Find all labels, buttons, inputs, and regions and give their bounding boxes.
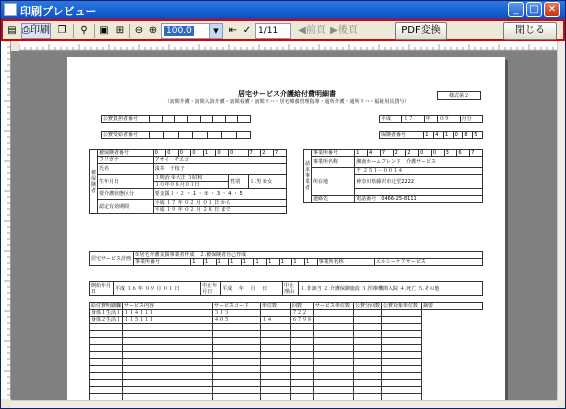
provider-digit: 0 (419, 150, 432, 157)
maximize-button[interactable]: □ (526, 2, 542, 17)
stop-reason: １.非該当 ２.介護保険施設 ３.医療機関入院 ４.死亡 ５.その他 (299, 282, 483, 296)
pdf-convert-button[interactable]: PDF変換 (395, 22, 447, 40)
zoom-in-icon[interactable]: ⊕ (148, 25, 158, 36)
separator (73, 24, 74, 38)
detail-rows (90, 310, 483, 401)
care-plan-table (89, 251, 483, 266)
prev-page-button[interactable] (297, 23, 327, 39)
zoom-out-icon[interactable]: ⊖ (134, 25, 144, 36)
phone-value: 電話番号 0466-25-8111 (355, 196, 483, 203)
horizontal-scrollbar[interactable] (11, 400, 557, 408)
row-total: ７２２ (291, 310, 314, 317)
stop-label: 中止年月日 (201, 282, 221, 296)
plan-provider-digit: 1 (279, 259, 292, 266)
form-number: 様式第２ (437, 91, 481, 100)
start-stop-table (89, 281, 483, 296)
detail-header: 摘要 (422, 303, 483, 310)
next-page-button[interactable] (329, 23, 359, 39)
provider-name-label: 事業所名称 (312, 157, 355, 168)
cert-to: 平成 １９ 年 ０２ 月 ２８ 日 まで (153, 207, 286, 214)
detail-header: 公費対象単位数 (382, 303, 422, 310)
service-detail-table (89, 302, 483, 400)
plan-provider-name-label: 事業所名称 (317, 259, 374, 266)
care-level-label: 要介護状態区分 (98, 189, 154, 200)
name-label: 氏名 (98, 164, 154, 175)
plan-provider-name: エルシーケアサービス (374, 259, 482, 266)
separator (129, 24, 130, 38)
sex-value: １.男 ②女 (248, 175, 287, 189)
insured-digit: 0 (178, 150, 191, 157)
insured-digit: 2 (261, 150, 274, 157)
provider-digit: 7 (470, 150, 483, 157)
minimize-button[interactable]: _ (508, 2, 524, 17)
toolbar (1, 19, 565, 41)
cert-period-label: 認定有効期間 (98, 200, 154, 214)
insurer-digit: 1 (443, 132, 453, 139)
table-row (90, 359, 483, 366)
insured-digit: 7 (248, 150, 261, 157)
print-label: 印刷 (30, 25, 50, 36)
detail-header: 単位数 (261, 303, 291, 310)
insurer-label: 保険者番号 (380, 132, 424, 139)
prev-label: 前頁 (305, 25, 326, 36)
insured-digit: 1 (203, 150, 216, 157)
provider-digit: 7 (380, 150, 393, 157)
contact-label: 連絡先 (312, 196, 355, 203)
close-window-button[interactable]: ✕ (544, 2, 560, 17)
row-code: １１５１１１ (123, 317, 213, 324)
preview-viewport[interactable] (11, 51, 557, 400)
detail-header: サービス内容 (123, 303, 213, 310)
insurer-digit: 8 (463, 132, 473, 139)
insured-digit: 0 (229, 150, 248, 157)
insured-digit: 0 (216, 150, 229, 157)
insured-digit: 0 (191, 150, 204, 157)
plan-provider-digit: 1 (305, 259, 318, 266)
table-row (90, 373, 483, 380)
document-subtitle: （訪問介護・訪問入浴介護・訪問看護・訪問リハ・居宅療養管理指導・通所介護・通所リハ・福祉用具貸与） (164, 99, 410, 105)
address-value: 神奈川県藤沢市辻堂2222 (355, 175, 483, 189)
insurer-digit: 4 (434, 132, 444, 139)
document-title: 居宅サービス介護給付費明細書 (238, 90, 336, 98)
birth-era: １明治 ②大正 ３昭和 (153, 175, 228, 182)
insured-digit: 0 (153, 150, 166, 157)
provider-digit: 4 (368, 150, 381, 157)
plan-provider-digit: 1 (191, 259, 204, 266)
provider-digit: 2 (406, 150, 419, 157)
year-value: １７ (402, 116, 424, 123)
detail-header: サービス単位数 (314, 303, 354, 310)
birth-date: １０年０８月０１日 (153, 182, 228, 189)
provider-name-value: 湘南ホームフレンド 介護サービス (355, 157, 483, 168)
next-label: 後頁 (337, 25, 358, 36)
insured-digit: 7 (273, 150, 286, 157)
stop-date: 平成 年 月 日 (221, 282, 283, 296)
provider-digit: 1 (355, 150, 368, 157)
copy-icon[interactable]: ❐ (57, 25, 67, 36)
insurer-digit: 0 (453, 132, 463, 139)
insurer-table (379, 131, 483, 139)
row-code: １１４１１１ (123, 310, 213, 317)
find-icon[interactable]: ⚲ (80, 25, 88, 36)
provider-no-label: 事業所番号 (312, 150, 355, 157)
care-level-value: 要支援１・２ ・ 1 ・ ② ・ 3 ・ 4 ・ 5 (153, 189, 286, 200)
zip-value: 〒 ２５１－００１４ (355, 168, 483, 175)
year-unit: 年 (424, 116, 438, 123)
insured-section-label: 被保険者 (90, 150, 98, 214)
provider-digit: 6 (457, 150, 470, 157)
row-units: ３１３ (213, 310, 261, 317)
plan-provider-digit: 1 (241, 259, 254, 266)
provider-digit: 3 (444, 150, 457, 157)
insured-table (89, 149, 287, 214)
table-row (90, 317, 483, 324)
public-payer-label: 公費負担者番号 (102, 116, 150, 123)
left-arrow-icon: ◀ (298, 25, 306, 36)
row-count (261, 310, 291, 317)
document-page (67, 57, 505, 400)
plan-provider-digit: 1 (203, 259, 216, 266)
close-button[interactable]: 閉じる (503, 22, 557, 40)
start-date: 平成 １６ 年 ０９ 月 ０１ 日 (114, 282, 201, 296)
provider-digit: 0 (431, 150, 444, 157)
birth-label: 生年月日 (98, 175, 154, 189)
detail-header: サービスコード (213, 303, 261, 310)
multi-page-icon[interactable]: ⊞ (115, 25, 125, 36)
chevron-down-icon[interactable]: ▼ (209, 24, 222, 38)
page-number-field[interactable]: 1/11 (255, 23, 291, 39)
vertical-scrollbar[interactable] (557, 41, 565, 399)
table-row (90, 345, 483, 352)
table-row (90, 366, 483, 373)
plan-provider-label: 事業所番号 (134, 259, 191, 266)
plan-provider-digit: 1 (216, 259, 229, 266)
printer-icon: ⎙ (22, 25, 30, 36)
separator (94, 24, 95, 38)
sex-label: 性別 (229, 175, 248, 189)
address-label: 所在地 (312, 168, 355, 196)
insurer-digit: 5 (473, 132, 483, 139)
ruler-ticks-h (19, 41, 557, 51)
horizontal-ruler (19, 41, 557, 51)
row-service: 身体２生活１ (91, 317, 122, 323)
insured-digit: 0 (166, 150, 179, 157)
provider-digit: 2 (393, 150, 406, 157)
insured-no-label: 被保険者番号 (98, 150, 154, 157)
detail-side-label: 給付費明細欄 (91, 303, 122, 309)
right-arrow-icon: ▶ (330, 25, 338, 36)
table-row (90, 338, 483, 345)
row-count: １４ (261, 317, 291, 324)
provider-table (303, 149, 483, 203)
plan-provider-digit: 1 (254, 259, 267, 266)
start-label: 開始年月日 (90, 282, 114, 296)
row-service: 身体１生活１ (91, 310, 122, 316)
vertical-ruler (1, 41, 11, 399)
detail-header: 公費分回数 (355, 303, 381, 309)
public-recipient-label: 公費受給者番号 (102, 132, 150, 139)
public-recipient-table (101, 131, 251, 139)
furigana-label: フリガナ (98, 157, 154, 164)
table-row (90, 310, 483, 317)
page-setup-icon[interactable]: ▤ (7, 25, 17, 36)
zoom-value: 100.0 (166, 26, 192, 36)
plan-provider-digit: 1 (292, 259, 305, 266)
cert-from: 平成 １７ 年 ０２ 月 ０１ 日 から (153, 200, 286, 207)
month-value: ０９ (438, 116, 460, 123)
ruler-ticks-v (1, 41, 11, 399)
title-bar (1, 1, 565, 19)
detail-header: 回数 (291, 303, 314, 310)
app-icon (4, 3, 17, 16)
plan-options: ①居宅介護支援事業者作成 ２.被保険者自己作成 (134, 252, 483, 259)
table-row (90, 387, 483, 394)
table-row (90, 380, 483, 387)
row-units: ４０５ (213, 317, 261, 324)
single-page-icon[interactable]: ▣ (99, 25, 109, 36)
row-total: ６７９８ (292, 317, 313, 323)
stop-reason-label: 中止理由 (283, 282, 299, 296)
provider-section-label: 請求事業者 (304, 150, 312, 203)
plan-provider-digit: 1 (229, 259, 242, 266)
zoom-select[interactable] (161, 23, 223, 39)
first-page-icon[interactable]: ⇤ (228, 25, 238, 36)
plan-provider-digit: 1 (267, 259, 280, 266)
name-value: 浅井 千枝子 (153, 164, 286, 175)
year-label: 平成 (380, 116, 402, 123)
billing-month-table (379, 115, 483, 123)
goto-page-icon[interactable]: ✓ (242, 25, 252, 36)
print-button[interactable] (21, 23, 51, 39)
table-row (90, 331, 483, 338)
table-row (90, 324, 483, 331)
plan-label: 居宅サービス計画 (90, 252, 134, 266)
insurer-digit: 1 (424, 132, 434, 139)
table-row (90, 352, 483, 359)
month-unit: 月分 (460, 116, 482, 123)
furigana-value: アサイ チエコ (153, 157, 286, 164)
public-payer-table (101, 115, 251, 123)
window-title: 印刷プレビュー (20, 5, 97, 18)
